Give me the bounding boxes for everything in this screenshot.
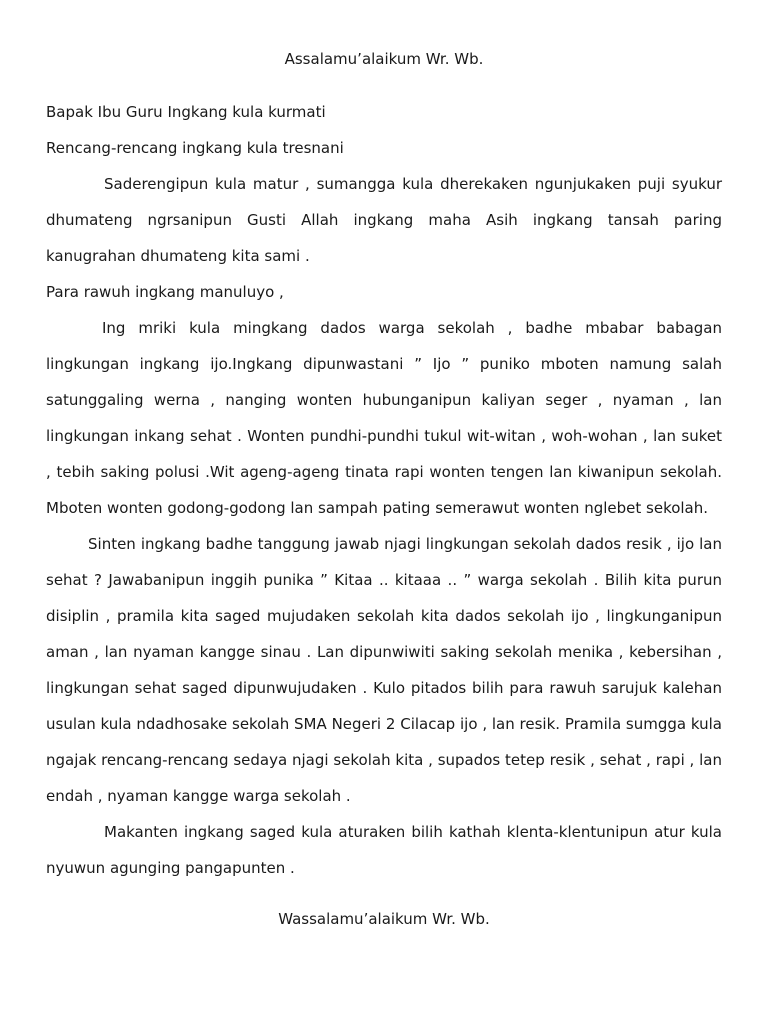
paragraph-gratitude: Saderengipun kula matur , sumangga kula dherekaken ngunjukaken puji syukur dhumateng ngrsanipun Gusti Allah ingkang maha Asih ingkang tansah paring kanugrahan dhumateng kita sami . [46,175,722,265]
speech-body [46,94,722,886]
closing-salutation: Wassalamu’alaikum Wr. Wb. [278,910,490,928]
address-audience: Para rawuh ingkang manuluyo , [46,283,284,301]
greeting-teachers: Bapak Ibu Guru Ingkang kula kurmati [46,103,326,121]
paragraph-green-environment: Ing mriki kula mingkang dados warga sekolah , badhe mbabar babagan lingkungan ingkang ijo.Ingkang dipunwastani ” Ijo ” puniko mboten namung salah satunggaling werna , nanging wonten hubunganipun kaliyan seger , nyaman , lan lingkungan inkang sehat . Wonten pundhi-pundhi tukul wit-witan , woh-wohan , lan suket , tebih saking polusi .Wit ageng-ageng tinata rapi wonten tengen lan kiwanipun sekolah. Mboten wonten godong-godong lan sampah pating semerawut wonten nglebet sekolah. [46,319,722,517]
paragraph-responsibility: Sinten ingkang badhe tanggung jawab njagi lingkungan sekolah dados resik , ijo lan sehat ? Jawabanipun inggih punika ” Kitaa .. kitaaa .. ” warga sekolah . Bilih kita purun disiplin , pramila kita saged mujudaken sekolah kita dados sekolah ijo , lingkunganipun aman , lan nyaman kangge sinau . Lan dipunwiwiti saking sekolah menika , kebersihan , lingkungan sehat saged dipunwujudaken . Kulo pitados bilih para rawuh sarujuk kalehan usulan kula ndadhosake sekolah SMA Negeri 2 Cilacap ijo , lan resik. Pramila sumgga kula ngajak rencang-rencang sedaya njagi sekolah kita , supados tetep resik , sehat , rapi , lan endah , nyaman kangge warga sekolah . [46,535,722,805]
opening-salutation: Assalamu’alaikum Wr. Wb. [284,50,484,68]
greeting-friends: Rencang-rencang ingkang kula tresnani [46,139,344,157]
paragraph-closing-apology: Makanten ingkang saged kula aturaken bilih kathah klenta-klentunipun atur kula nyuwun agunging pangapunten . [46,823,722,877]
